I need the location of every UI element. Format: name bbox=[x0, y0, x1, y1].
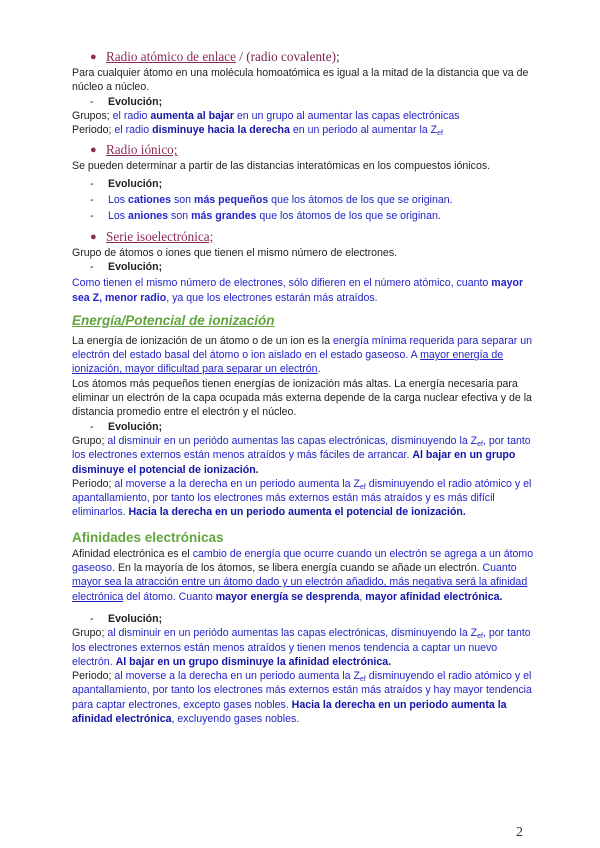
bullet-icon: ● bbox=[90, 144, 97, 157]
serie-isoelectronica-heading: ● Serie isoelectrónica; bbox=[90, 228, 214, 244]
cationes-item: - Los cationes son más pequeños que los átomos de los que se originan. bbox=[90, 194, 453, 207]
radio-ionico-intro: Se pueden determinar a partir de las distancias interatómicas en los compuestos iónicos. bbox=[72, 160, 491, 173]
afinidad-def: Afinidad electrónica es el cambio de energía que ocurre cuando un electrón se agrega a un átomo gaseoso. En la mayoría de los átomos, se libera energía cuando se añade un electrón. Cuanto mayor sea la atracción entre un átomo dado y un electrón añadido, más negativa será la afinidad electrónica del átomo. Cuanto mayor energía se desprenda, mayor afinidad electrónica. bbox=[72, 547, 534, 603]
document-page bbox=[72, 48, 534, 726]
ionizacion-periodo: Periodo; al moverse a la derecha en un periodo aumenta la $Z_{ef}$ disminuyendo el radio atómico y el apantallamiento, por tanto los electrones más externos están más atraídos y es más difícil eliminarlos. Hacia la derecha en un periodo aumenta el potencial de ionización. bbox=[72, 477, 532, 519]
ionizacion-grupo: Grupo; al disminuir en un periódo aumentas las capas electrónicas, disminuyendo la $Z_{ef}$, por tanto los electrones externos están menos atraídos y más fáciles de arrancar. Al bajar en un grupo disminuye el potencial de ionización. bbox=[72, 434, 531, 476]
evolucion-label: - Evolución; bbox=[90, 612, 163, 625]
serie-intro: Grupo de átomos o iones que tienen el mismo número de electrones. bbox=[72, 246, 398, 259]
energia-ionizacion-p2: Los átomos más pequeños tienen energías de ionización más altas. La energía necesaria para eliminar un electrón de la capa ocupada más externa depende de la carga nuclear efectiva y de la distancia promedio entre el electrón y el núcleo. bbox=[72, 377, 532, 419]
radio-atomico-intro: Para cualquier átomo en una molécula homoatómica es igual a la mitad de la distancia que va de núcleo a núcleo. bbox=[72, 67, 529, 94]
evolucion-label: - Evolución; bbox=[90, 177, 163, 190]
evolucion-label: - Evolución; bbox=[90, 260, 163, 273]
evolucion-label: - Evolución; bbox=[90, 420, 163, 433]
afinidades-heading: Afinidades electrónicas bbox=[72, 529, 224, 545]
radio-ionico-heading: ● Radio iónico; bbox=[90, 142, 178, 158]
aniones-item: - Los aniones son más grandes que los átomos de los que se originan. bbox=[90, 210, 441, 223]
serie-evolucion-text: Como tienen el mismo número de electrones, sólo difieren en el número atómico, cuanto mayor sea Z, menor radio, ya que los electrones estarán más atraídos. bbox=[72, 277, 524, 304]
energia-ionizacion-heading: Energía/Potencial de ionización bbox=[72, 312, 275, 328]
evolucion-label: - Evolución; bbox=[90, 95, 163, 108]
afinidad-grupo: Grupo; al disminuir en un periódo aumentas las capas electrónicas, disminuyendo la $Z_{ef}$, por tanto los electrones externos están menos atraídos y tienen menos tendencia a captar un nuevo electrón. Al bajar en un grupo disminuye la afinidad electrónica. bbox=[72, 627, 531, 668]
bullet-icon: ● bbox=[90, 230, 97, 243]
radio-atomico-heading: ● Radio atómico de enlace / (radio covalente); bbox=[90, 49, 340, 64]
page-number: 2 bbox=[516, 825, 523, 840]
radio-atomico-periodo: Periodo; el radio disminuye hacia la derecha en un periodo al aumentar la $Z_{ef}$ bbox=[72, 124, 443, 138]
radio-atomico-grupos: Grupos; el radio aumenta al bajar en un grupo al aumentar las capas electrónicas bbox=[72, 109, 460, 122]
bullet-icon: ● bbox=[90, 51, 97, 63]
afinidad-periodo: Periodo; al moverse a la derecha en un periodo aumenta la $Z_{ef}$ disminuyendo el radio atómico y el apantallamiento, por tanto los electrones más externos están más atraídos y hay mayor tendencia para captar electrones, excepto gases nobles. Hacia la derecha en un periodo aumenta la afinidad electrónica, excluyendo gases nobles. bbox=[72, 670, 532, 725]
energia-ionizacion-def: La energía de ionización de un átomo o de un ion es la energía mínima requerida para separar un electrón del estado basal del átomo o ion aislado en el estado gaseoso. A mayor energía de ionización, mayor dificultad para separar un electrón. bbox=[72, 334, 532, 376]
